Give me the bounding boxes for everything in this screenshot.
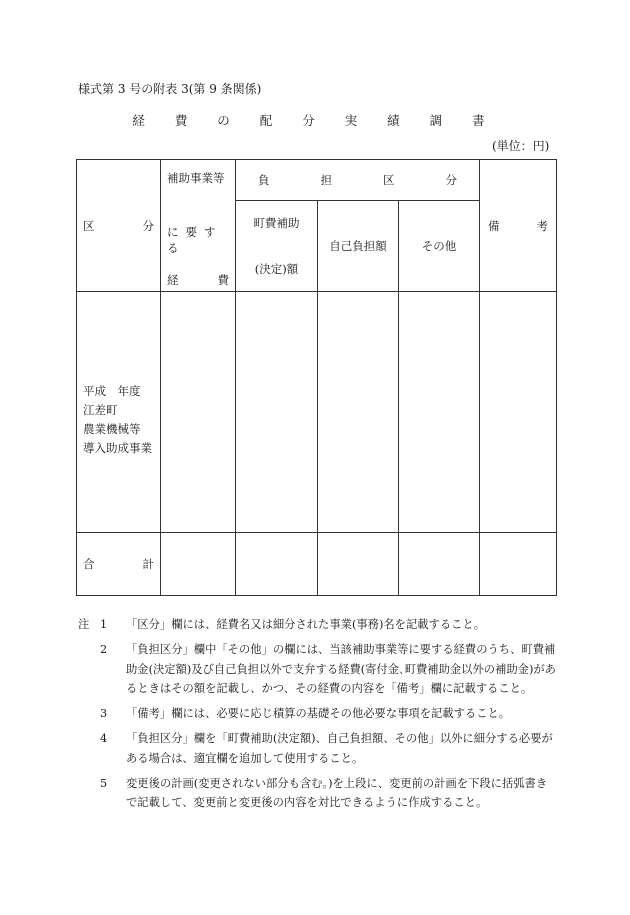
burden-char-2: 担 bbox=[320, 173, 332, 187]
cost-cell[interactable] bbox=[161, 292, 236, 533]
remarks-header bbox=[480, 160, 557, 292]
town-subsidy-line1: 町費補助 bbox=[253, 216, 300, 230]
remarks-cell[interactable] bbox=[480, 292, 557, 533]
form-label: 様式第 3 号の附表 3(第 9 条関係) bbox=[78, 82, 262, 96]
note-1 bbox=[78, 615, 558, 635]
town-subsidy-cell[interactable] bbox=[236, 292, 318, 533]
total-char-1: 合 bbox=[83, 557, 95, 571]
note-tag bbox=[78, 704, 100, 724]
cost-header-line3 bbox=[167, 272, 229, 288]
note-tag: 注 bbox=[78, 618, 90, 631]
cost-header-line2: に要する bbox=[167, 225, 223, 255]
notes-section bbox=[78, 615, 558, 818]
note-tag bbox=[78, 774, 100, 813]
other-header: その他 bbox=[399, 201, 480, 292]
town-subsidy-header bbox=[236, 201, 318, 292]
total-char-2: 計 bbox=[142, 557, 154, 571]
note-number: 4 bbox=[100, 732, 108, 745]
cost-header-line1: 補助事業等 bbox=[167, 171, 225, 185]
note-number: 1 bbox=[100, 618, 108, 631]
remarks-char-2: 考 bbox=[536, 218, 549, 233]
cost-char-1: 経 bbox=[167, 273, 179, 287]
kubun-char-1: 区 bbox=[83, 218, 95, 233]
kubun-header bbox=[77, 160, 161, 292]
total-self-burden-cell[interactable] bbox=[318, 533, 399, 596]
note-number: 2 bbox=[100, 643, 108, 656]
note-number: 3 bbox=[100, 707, 108, 720]
note-tag bbox=[78, 640, 100, 699]
note-number: 5 bbox=[100, 776, 108, 790]
note-text: 「負担区分」欄中「その他」の欄には、当該補助事業等に要する経費のうち、町費補助金(決定額)及び自己負担以外で支弁する経費(寄付金､町費補助金以外の補助金)があるときはその額を記載し、かつ、その経費の内容を「備考」欄に記載すること。 bbox=[126, 643, 556, 695]
total-remarks-cell[interactable] bbox=[480, 533, 557, 596]
self-burden-cell[interactable] bbox=[318, 292, 399, 533]
document-title: 経 費 の 配 分 実 績 調 書 bbox=[132, 113, 498, 128]
cost-header bbox=[161, 160, 236, 292]
note-text: 「負担区分」欄を「町費補助(決定額)、自己負担額、その他」以外に細分する必要がある場合は、適宜欄を追加して使用すること。 bbox=[126, 732, 553, 765]
self-burden-header: 自己負担額 bbox=[318, 201, 399, 292]
item-line-3: 農業機械等 bbox=[83, 422, 141, 436]
note-text: 変更後の計画(変更されない部分も含む。)を上段に、変更前の計画を下段に括弧書きで記載して、変更前と変更後の内容を対比できるように作成すること。 bbox=[126, 776, 548, 809]
note-4 bbox=[78, 729, 558, 768]
total-town-subsidy-cell[interactable] bbox=[236, 533, 318, 596]
burden-char-1: 負 bbox=[258, 173, 270, 187]
remarks-char-1: 備 bbox=[488, 218, 500, 233]
item-line-2: 江差町 bbox=[83, 403, 118, 417]
cost-char-2: 費 bbox=[217, 273, 229, 287]
item-line-1: 平成 年度 bbox=[83, 384, 141, 398]
burden-char-3: 区 bbox=[383, 173, 395, 187]
note-text: 「区分」欄には、経費名又は細分された事業(事務)名を記載すること。 bbox=[126, 618, 486, 631]
note-5 bbox=[78, 774, 558, 813]
unit-label: (単位：円) bbox=[492, 139, 550, 153]
total-other-cell[interactable] bbox=[399, 533, 480, 596]
note-2 bbox=[78, 640, 558, 699]
note-tag bbox=[78, 729, 100, 768]
total-cost-cell[interactable] bbox=[161, 533, 236, 596]
burden-char-4: 分 bbox=[445, 173, 457, 187]
expense-table bbox=[76, 159, 557, 596]
other-cell[interactable] bbox=[399, 292, 480, 533]
total-label bbox=[77, 533, 161, 596]
kubun-char-2: 分 bbox=[142, 218, 154, 233]
note-text: 「備考」欄には、必要に応じ積算の基礎その他必要な事項を記載すること。 bbox=[126, 707, 511, 720]
item-cell bbox=[77, 292, 161, 533]
item-line-4: 導入助成事業 bbox=[83, 441, 152, 455]
note-3 bbox=[78, 704, 558, 724]
town-subsidy-line2: (決定)額 bbox=[254, 262, 299, 276]
burden-header bbox=[236, 160, 480, 201]
